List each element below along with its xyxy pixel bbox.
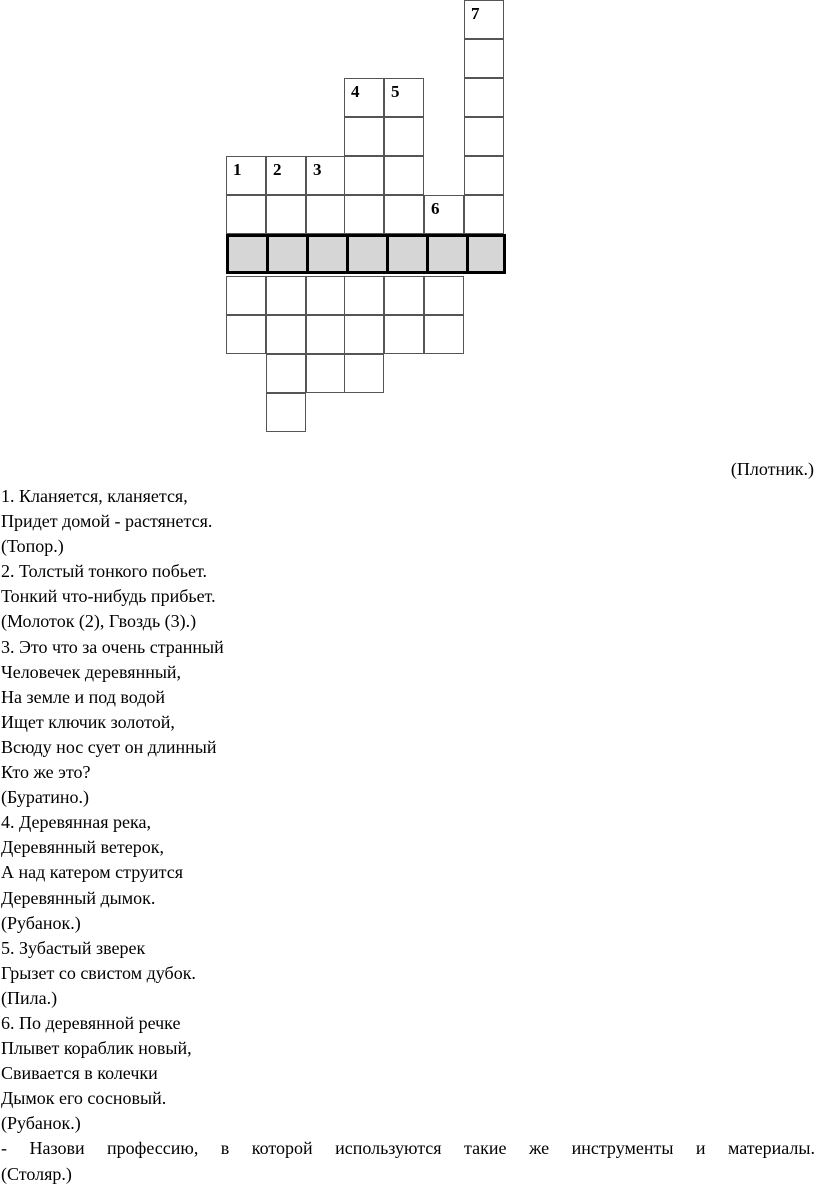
riddle-line: (Молоток (2), Гвоздь (3).) xyxy=(1,611,197,632)
clue-number: 5 xyxy=(391,82,400,101)
crossword-cell[interactable] xyxy=(266,315,306,354)
crossword-cell[interactable] xyxy=(464,39,504,78)
riddle-line: 1. Кланяется, кланяется, xyxy=(1,486,188,506)
riddle-line: 2. Толстый тонкого побьет. xyxy=(1,561,207,582)
final-question: - Назови профессию, в которой используются такие же инструменты и материалы. xyxy=(1,1138,815,1159)
riddle-line: 6. По деревянной речке xyxy=(1,1012,181,1033)
crossword-cell[interactable] xyxy=(384,156,424,195)
crossword-cell[interactable] xyxy=(266,276,306,315)
riddle-line: Дымок его сосновый. xyxy=(1,1088,167,1109)
crossword-cell[interactable] xyxy=(344,315,384,354)
crossword-cell[interactable] xyxy=(266,354,306,393)
crossword-cell[interactable] xyxy=(306,276,346,315)
riddle-line: Деревянный дымок. xyxy=(1,887,156,908)
riddle-line: А над катером струится xyxy=(1,862,184,883)
riddle-line: Всюду нос сует он длинный xyxy=(1,736,217,757)
riddle-line: На земле и под водой xyxy=(1,686,166,707)
crossword-cell[interactable] xyxy=(226,276,266,315)
riddle-line: Плывет кораблик новый, xyxy=(1,1038,192,1059)
keyword-cell[interactable] xyxy=(426,237,466,271)
crossword-cell[interactable] xyxy=(226,156,266,195)
clue-number: 7 xyxy=(471,4,480,23)
riddle-line: (Топор.) xyxy=(1,536,64,557)
crossword-cell[interactable] xyxy=(344,195,384,234)
crossword-cell[interactable] xyxy=(226,315,266,354)
crossword-cell[interactable] xyxy=(384,315,424,354)
riddle-line: Свивается в колечки xyxy=(1,1063,158,1084)
riddle-line: Грызет со свистом дубок. xyxy=(1,962,196,983)
crossword-cell[interactable] xyxy=(464,156,504,195)
crossword-cell[interactable] xyxy=(464,117,504,156)
clue-number: 6 xyxy=(431,199,440,218)
clue-number: 3 xyxy=(313,160,322,179)
riddles-text xyxy=(1,484,815,1187)
riddle-line: Тонкий что-нибудь прибьет. xyxy=(1,586,216,607)
crossword-cell[interactable] xyxy=(384,78,424,117)
crossword-cell[interactable] xyxy=(344,354,384,393)
crossword-cell[interactable] xyxy=(424,315,464,354)
riddle-line: (Рубанок.) xyxy=(1,912,81,933)
clue-number: 1 xyxy=(233,160,242,179)
crossword-cell[interactable] xyxy=(384,117,424,156)
riddle-line: Человечек деревянный, xyxy=(1,661,182,682)
riddle-line: (Пила.) xyxy=(1,987,58,1008)
riddle-line: 3. Это что за очень странный xyxy=(1,636,224,657)
riddle-line: 5. Зубастый зверек xyxy=(1,937,146,958)
crossword-cell[interactable] xyxy=(424,195,464,234)
riddle-line: (Рубанок.) xyxy=(1,1113,81,1134)
crossword-cell[interactable] xyxy=(266,195,306,234)
crossword-cell[interactable] xyxy=(384,276,424,315)
crossword-cell[interactable] xyxy=(344,156,384,195)
crossword-cell[interactable] xyxy=(344,276,384,315)
crossword-cell[interactable] xyxy=(424,276,464,315)
riddle-line: Кто же это? xyxy=(1,762,91,783)
crossword-cell[interactable] xyxy=(266,393,306,432)
crossword-cell[interactable] xyxy=(344,117,384,156)
riddle-line: (Буратино.) xyxy=(1,787,90,808)
keyword-answer: (Плотник.) xyxy=(730,459,814,479)
keyword-cell[interactable] xyxy=(386,237,426,271)
crossword-cell[interactable] xyxy=(464,78,504,117)
crossword-cell[interactable] xyxy=(464,0,504,39)
clue-number: 2 xyxy=(273,160,282,179)
keyword-cell[interactable] xyxy=(346,237,386,271)
clue-number: 4 xyxy=(351,82,360,101)
riddle-line: Придет домой - растянется. xyxy=(1,511,213,532)
riddle-line: Ищет ключик золотой, xyxy=(1,711,175,732)
crossword-cell[interactable] xyxy=(464,195,504,234)
keyword-row[interactable] xyxy=(226,234,506,274)
crossword-cell[interactable] xyxy=(344,78,384,117)
keyword-cell[interactable] xyxy=(266,237,306,271)
keyword-cell[interactable] xyxy=(306,237,346,271)
riddle-line: Деревянный ветерок, xyxy=(1,837,164,858)
crossword-cell[interactable] xyxy=(306,156,346,195)
final-answer: (Столяр.) xyxy=(1,1163,72,1184)
riddle-line: 4. Деревянная река, xyxy=(1,812,152,833)
crossword-cell[interactable] xyxy=(266,156,306,195)
crossword-cell[interactable] xyxy=(306,354,346,393)
crossword-cell[interactable] xyxy=(226,195,266,234)
crossword-cell[interactable] xyxy=(384,195,424,234)
keyword-cell[interactable] xyxy=(466,237,506,271)
crossword-cell[interactable] xyxy=(306,195,346,234)
crossword-cell[interactable] xyxy=(306,315,346,354)
crossword-grid xyxy=(0,0,816,440)
